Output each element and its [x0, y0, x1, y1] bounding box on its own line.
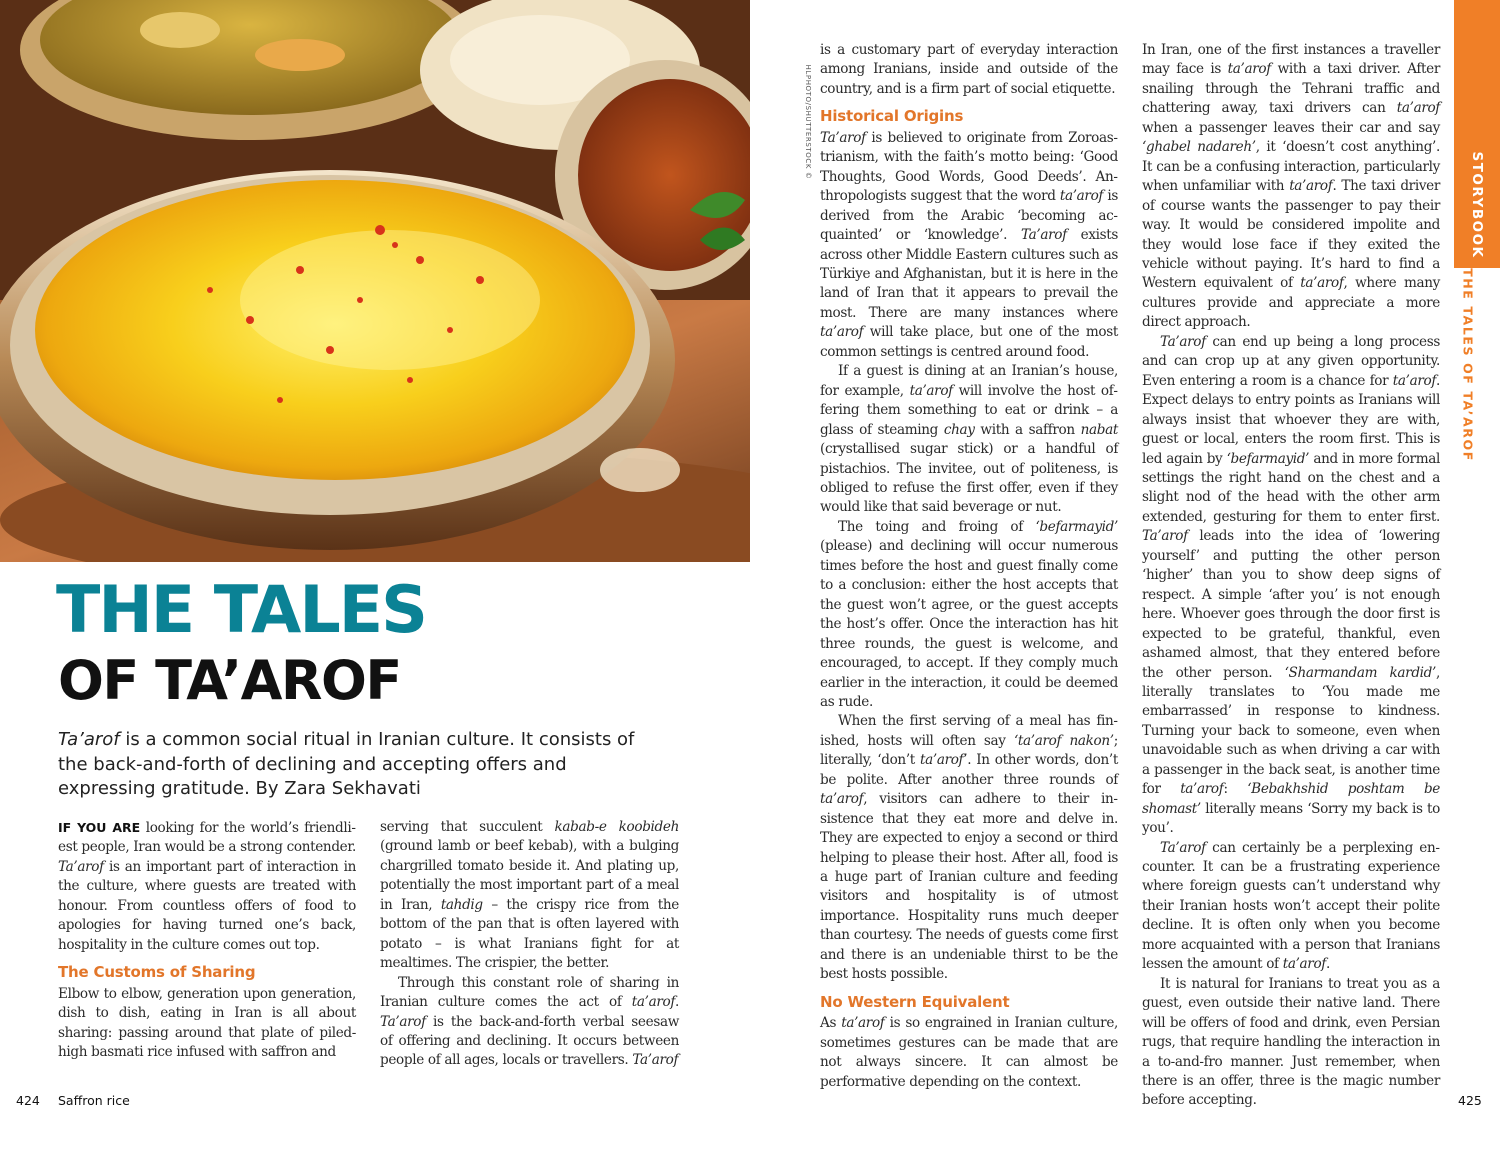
paragraph: Ta’arof can certainly be a perplexing encounter. It can be a frustrating experience where foreign guests can’t understand why their Iranian hosts won’t accept their polite decline. It is often only when you become more acquainted with a person that Iranians lessen the amount of ta’arof. — [1142, 839, 1440, 973]
paragraph: Ta’arof can end up being a long process and can crop up at any given opportunity. Even entering a room is a chance for ta’arof. Expect delays to entry points as Iranians will always insist that whoever they are with, guest or local, enters the room first. This is led again by ‘befarmayid’ and in more formal settings the right hand on the chest and a slight nod of the head with the other arm extended, gesturing for them to enter first. Ta’arof leads into the idea of ‘lowering yourself’ and putting the other person ‘higher’ than you to show deep signs of respect. A simple ‘after you’ is not enough here. Whoever goes through the door first is expected to be grateful, thankful, even ashamed almost, that they entered before the other person. ‘Sharmandam kardid’, literally translates to ‘You made me embarrassed’ in response to kindness. Turning your back to someone, even when unavoidable such as when driving a car with a passenger in the back seat, is another time for ta’arof: ‘Bebakhshid poshtam be shomast’ literally means ‘Sorry my back is to you’. — [1142, 333, 1440, 837]
photo-illustration — [0, 0, 750, 562]
standfirst-text: is a common social ritual in Iranian culture. It consists of the back-and-forth of declining and accepting offers and expressing gratitude. By Zara Sekhavati — [58, 729, 635, 799]
section-tab-label: STORYBOOK — [1469, 151, 1485, 259]
paragraph: It is natural for Iranians to treat you as a guest, even outside their native land. There will be offers of food and drink, even Persian rugs, that require handling the interaction in a to-and-fro manner. Just remember, when there is an offer, three is the magic number before accepting. — [1142, 975, 1440, 1109]
paragraph: As ta’arof is so engrained in Iranian culture, sometimes gestures can be made that are not always sincere. It can almost be performative depending on the context. — [820, 1015, 1118, 1090]
paragraph: serving that succulent kabab-e koobideh (ground lamb or beef kebab), with a bulging chargrilled tomato beside it. And plating up, potentially the most important part of a meal in Iran, tahdig – the crispy rice from the bottom of the pan that is often layered with potato – is what Iranians fight for at mealtimes. The crispier, the better. — [380, 819, 679, 972]
paragraph: The toing and froing of ‘befarmayid’ (please) and declining will occur numerous times before the host and guest finally come to a conclusion: either the host accepts that the guest won’t agree, or the guest accepts the host’s offer. Once the interaction has hit three rounds, the guest is welcome, and encouraged, to accept. If they comply much earlier in the interaction, it could be deemed as rude. — [820, 518, 1118, 710]
lead-in: IF YOU ARE — [58, 820, 141, 835]
body-column-1 — [58, 818, 356, 1062]
standfirst — [58, 728, 658, 802]
saffron-rice-photo — [0, 0, 750, 562]
headline-line-2: OF TA’AROF — [58, 649, 401, 712]
headline-line-1: THE TALES — [56, 573, 427, 648]
standfirst-italic: Ta’arof — [58, 729, 120, 750]
body-column-2 — [380, 818, 679, 1071]
paragraph: In Iran, one of the first instances a traveller may face is ta’arof with a taxi driver. After snailing through the Tehrani traffic and chattering away, taxi drivers can ta’arof when a passenger leaves their car and say ‘ghabel nadareh’, it ‘doesn’t cost anything’. It can be a confusing interaction, particularly when unfamiliar with ta’arof. The taxi driver of course wants the passenger to pay their way. It would be considered impolite and they would lose face if they exited the vehicle without paying. It’s hard to find a Western equivalent of ta’arof, where many cultures provide and appreciate a more direct approach. — [1142, 42, 1441, 331]
paragraph: is a customary part of everyday interaction among Iranians, inside and outside of the country, and is a firm part of social etiquette. — [820, 42, 1118, 97]
body-column-4 — [1142, 41, 1440, 1111]
subhead-no-western-equivalent: No Western Equivalent — [820, 992, 1010, 1011]
paragraph: Ta’arof is believed to originate from Zoroastrianism, with the faith’s motto being: ‘Good Thoughts, Good Words, Good Deeds’. Anthropologists suggest that the word ta’arof is derived from the Arabic ‘becoming acquainted’ or ‘knowledge’. Ta’arof exists across other Middle Eastern cultures such as Türkiye and Afghanistan, but it is here in the land of Iran that it appears to prevail the most. There are many instances where ta’arof will take place, but one of the most common settings is centred around food. — [820, 129, 1118, 360]
section-tab-right — [1454, 0, 1500, 268]
page-number-left: 424 — [16, 1093, 40, 1108]
photo-caption: Saffron rice — [58, 1093, 130, 1108]
paragraph: When the first serving of a meal has finished, hosts will often say ‘ta’arof nakon’; literally, ‘don’t ta’arof’. In other words, don’t be polite. After another three rounds of ta’arof, visitors can adhere to their insistence that they eat more and delve in. They are expected to enjoy a second or third helping to please their host. After all, food is a huge part of Iranian culture and feeding visitors and hospitality is of utmost importance. Hospitality runs much deeper than courtesy. The needs of guests come first and there is an undeniable thirst to be the best hosts possible. — [820, 713, 1118, 983]
page-number-right: 425 — [1458, 1093, 1482, 1108]
subhead-customs-of-sharing: The Customs of Sharing — [58, 963, 256, 982]
paragraph: If a guest is dining at an Iranian’s house, for example, ta’arof will involve the host offering them something to eat or drink – a glass of steaming chay with a saffron nabat (crystallised sugar stick) or a handful of pistachios. The invitee, out of politeness, is obliged to refuse the first offer, even if they would like that said beverage or nut. — [820, 363, 1118, 516]
subhead-historical-origins: Historical Origins — [820, 107, 964, 126]
photo-credit: HLPHOTO/SHUTTERSTOCK © — [804, 64, 812, 180]
body-column-3 — [820, 41, 1118, 1092]
paragraph: IF YOU ARE looking for the world’s friendliest people, Iran would be a strong contender. Ta’arof is an important part of interaction in the culture, where guests are treated with honour. From countless offers of food to apologies for having turned one’s back, hospitality in the culture comes out top. — [58, 820, 356, 953]
paragraph: Through this constant role of sharing in Iranian culture comes the act of ta’arof. Ta’arof is the back-and-forth verbal seesaw of offering and declining. It occurs between people of all ages, locals or travellers. Ta’arof — [380, 974, 679, 1069]
running-title: THE TALES OF TA’AROF — [1460, 268, 1476, 462]
paragraph: Elbow to elbow, generation upon generation, dish to dish, eating in Iran is all about sharing: passing around that plate of piled-high basmati rice infused with saffron and — [58, 985, 356, 1060]
